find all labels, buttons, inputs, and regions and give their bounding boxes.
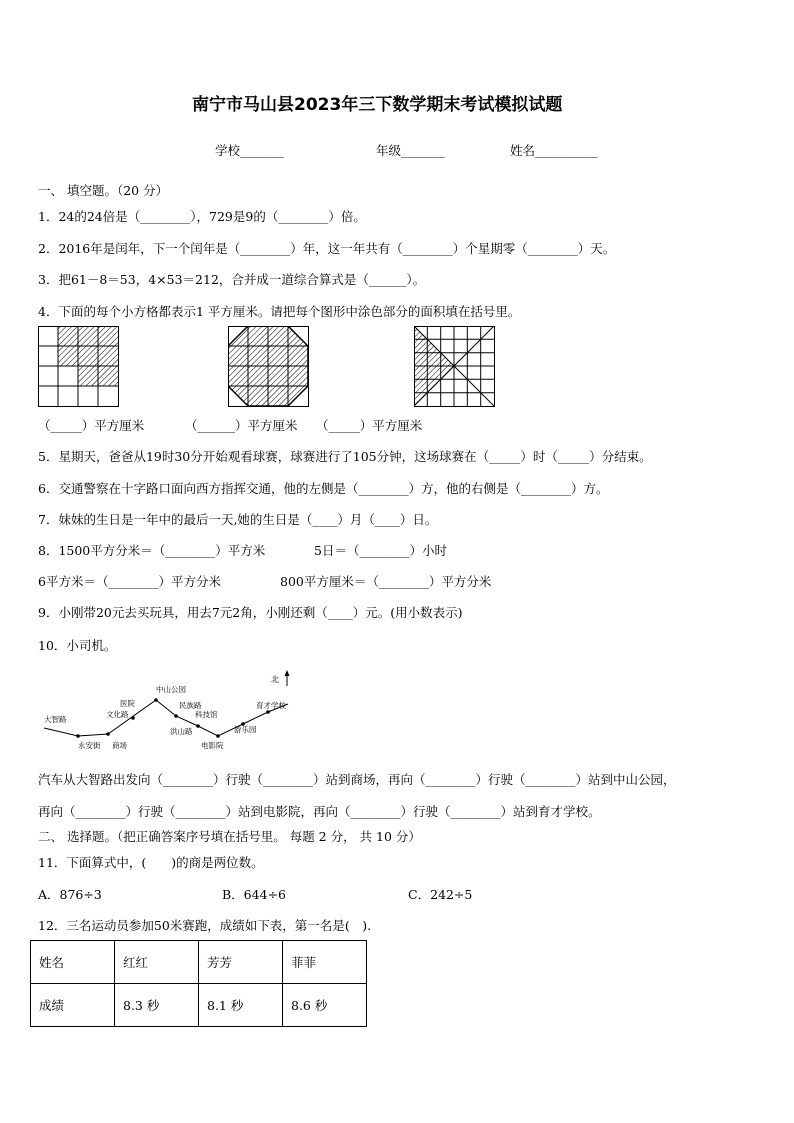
- table-cell: 菲菲: [283, 941, 367, 984]
- grid-figure-1: [38, 326, 120, 408]
- question-8-line1a: 8．1500平方分米＝（________）平方米: [38, 543, 266, 558]
- figure-2-answer: （______）平方厘米: [185, 418, 298, 433]
- question-3: 3．把61－8＝53，4×53＝212，合并成一道综合算式是（______）。: [38, 272, 426, 287]
- question-5: 5．星期天，爸爸从19时30分开始观看球赛，球赛进行了105分钟，这场球赛在（_____）时（_____）分结束。: [38, 449, 652, 464]
- question-8-line1b: 5日＝（________）小时: [314, 543, 447, 558]
- table-cell: 红红: [115, 941, 199, 984]
- results-table: [30, 940, 367, 1027]
- table-cell: 8.3 秒: [115, 984, 199, 1027]
- table-cell: 8.1 秒: [199, 984, 283, 1027]
- table-cell: 芳芳: [199, 941, 283, 984]
- map-label-science-museum: 科技馆: [195, 710, 218, 719]
- grid-figure-2: [228, 326, 310, 408]
- question-12: 12．三名运动员参加50米赛跑，成绩如下表，第一名是( ).: [38, 918, 372, 933]
- map-label-cinema: 电影院: [201, 741, 224, 750]
- grade-field[interactable]: 年级_______: [376, 143, 445, 158]
- question-4: 4．下面的每个小方格都表示1 平方厘米。请把每个图形中涂色部分的面积填在括号里。: [38, 304, 521, 319]
- question-10: 10．小司机。: [38, 638, 117, 653]
- question-2: 2．2016年是闰年，下一个闰年是（________）年，这一年共有（________）个星期零（________）天。: [38, 241, 616, 256]
- table-cell: 8.6 秒: [283, 984, 367, 1027]
- question-10-line2: 再向（________）行驶（________）站到电影院，再向（________）行驶（________）站到育才学校。: [38, 804, 601, 819]
- question-8-line2b: 800平方厘米＝（________）平方分米: [280, 574, 492, 589]
- grid-figure-3: [414, 326, 496, 408]
- map-label-hongshan-road: 洪山路: [170, 727, 193, 736]
- map-label-minzu-road: 民族路: [179, 701, 202, 710]
- name-field[interactable]: 姓名__________: [510, 143, 598, 158]
- figure-3-answer: （_____）平方厘米: [316, 418, 423, 433]
- question-11: 11．下面算式中，( )的商是两位数。: [38, 855, 264, 870]
- question-10-line1: 汽车从大智路出发向（________）行驶（________）站到商场，再向（________）行驶（________）站到中山公园，: [38, 772, 676, 787]
- map-label-hospital: 医院: [120, 699, 135, 708]
- table-row: [31, 941, 367, 984]
- map-label-dazhi-road: 大智路: [44, 715, 67, 724]
- north-label: 北: [271, 675, 279, 684]
- page-title: 南宁市马山县2023年三下数学期末考试模拟试题: [192, 95, 563, 115]
- question-7: 7．妹妹的生日是一年中的最后一天,她的生日是（____）月（____）日。: [38, 512, 438, 527]
- figure-1-answer: （_____）平方厘米: [38, 418, 145, 433]
- question-9: 9．小刚带20元去买玩具，用去7元2角，小刚还剩（____）元。(用小数表示): [38, 605, 463, 620]
- question-11-option-a[interactable]: A．876÷3: [38, 887, 102, 902]
- table-cell: 姓名: [31, 941, 115, 984]
- map-label-mall: 商场: [112, 741, 127, 750]
- map-label-zhongshan-park: 中山公园: [156, 685, 186, 694]
- map-label-yucai-school: 育才学校: [256, 701, 286, 710]
- question-11-option-b[interactable]: B．644÷6: [222, 887, 286, 902]
- section1-title: 一、 填空题。（20 分）: [38, 183, 169, 198]
- table-cell: 成绩: [31, 984, 115, 1027]
- question-8-line2a: 6平方米＝（________）平方分米: [38, 574, 221, 589]
- question-11-option-c[interactable]: C．242÷5: [408, 887, 473, 902]
- map-label-wenhua-road: 文化路: [106, 710, 129, 719]
- table-row: [31, 984, 367, 1027]
- section2-title: 二、 选择题。（把正确答案序号填在括号里。 每题 2 分， 共 10 分）: [38, 829, 421, 844]
- map-label-yongan-street: 永安街: [78, 741, 101, 750]
- school-field[interactable]: 学校_______: [215, 143, 284, 158]
- question-6: 6．交通警察在十字路口面向西方指挥交通，他的左侧是（________）方，他的右侧是（________）方。: [38, 481, 609, 496]
- map-label-amusement-park: 游乐园: [234, 725, 257, 734]
- route-map: [38, 668, 308, 752]
- question-1: 1．24的24倍是（________），729是9的（________）倍。: [38, 209, 366, 224]
